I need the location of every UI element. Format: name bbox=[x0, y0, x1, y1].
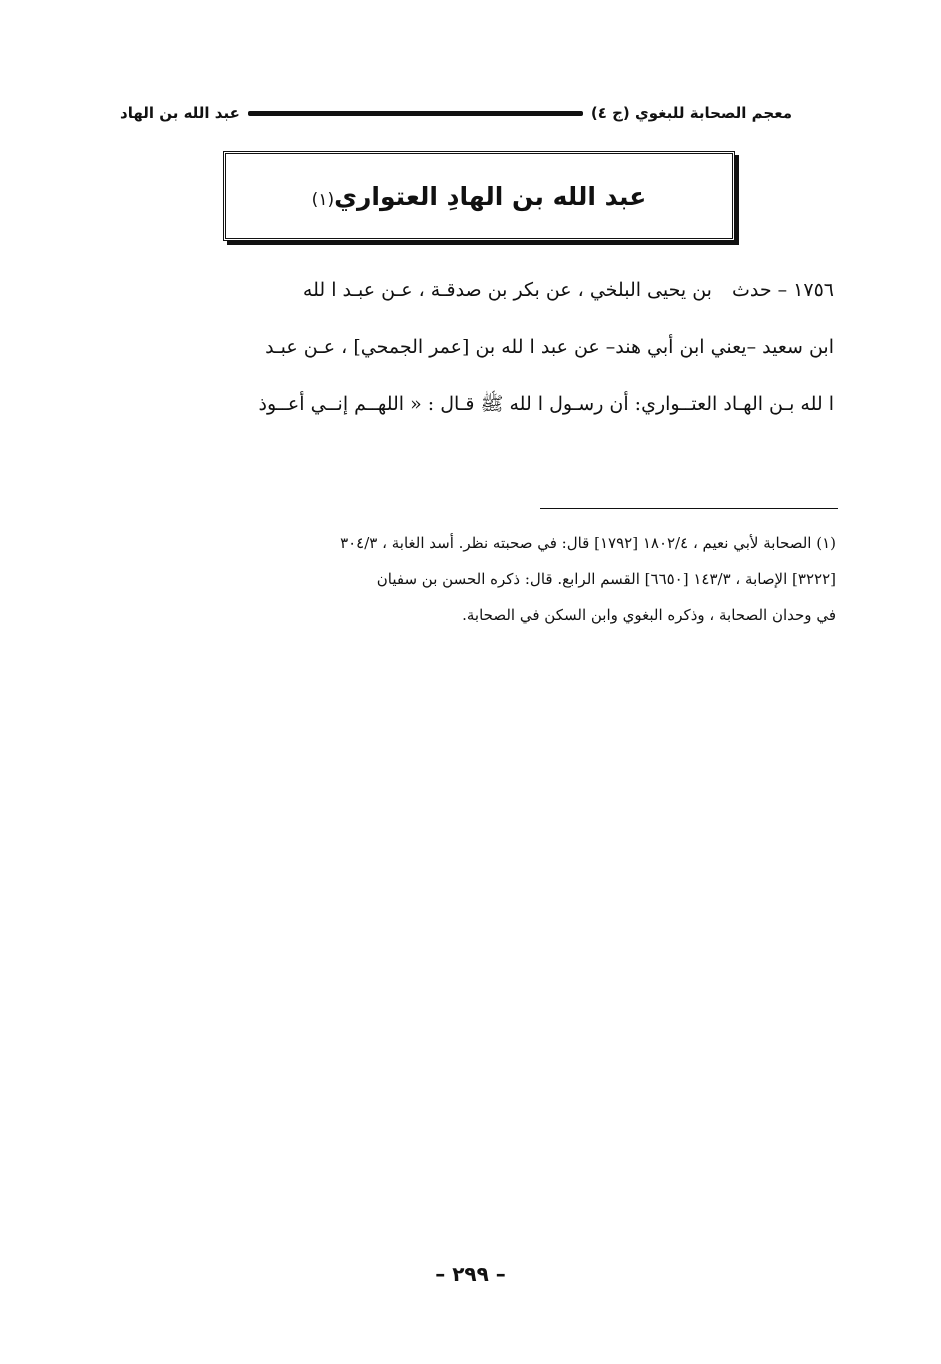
hadith-line-1b: بن يحيى البلخي ، عن بكر بن صدقـة ، عـن عبـد ا لله bbox=[302, 279, 712, 301]
hadith-line-3: ا لله بـن الهـاد العتــواري: أن رسـول ا لله ﷺ قـال : « اللهــم إنــي أعــوذ bbox=[258, 393, 834, 415]
page-number: – ٢٩٩ – bbox=[435, 1262, 506, 1286]
hadith-line-1a: ١٧٥٦ – حدث bbox=[731, 279, 834, 301]
entry-title-box bbox=[223, 151, 735, 241]
running-header-section-title: عبد الله بن الهاد bbox=[120, 104, 240, 122]
footnote bbox=[122, 525, 836, 633]
entry-title-footnote-marker: (١) bbox=[311, 189, 335, 210]
footnote-line-1: (١) الصحابة لأبي نعيم ، ١٨٠٢/٤ [١٧٩٢] قال: في صحبته نظر. أسد الغابة ، ٣٠٤/٣ bbox=[340, 534, 836, 552]
hadith-text bbox=[122, 262, 834, 433]
entry-title-text: عبد الله بن الهادِ العتواري bbox=[334, 181, 647, 211]
hadith-line-2: ابن سعيد –يعني ابن أبي هند– عن عبد ا لله بن [عمر الجمحي] ، عـن عبـد bbox=[265, 336, 834, 358]
footnote-line-3: في وحدان الصحابة ، وذكره البغوي وابن السكن في الصحابة. bbox=[462, 606, 836, 624]
entry-title bbox=[312, 182, 647, 211]
footnote-line-2: [٣٢٢٢] الإصابة ، ١٤٣/٣ [٦٦٥٠] القسم الرابع. قال: ذكره الحسن بن سفيان bbox=[376, 570, 836, 588]
footnote-separator bbox=[540, 508, 838, 509]
running-header bbox=[120, 98, 792, 128]
running-header-rule bbox=[248, 111, 583, 116]
running-header-book-title: معجم الصحابة للبغوي (ج ٤) bbox=[590, 104, 792, 122]
